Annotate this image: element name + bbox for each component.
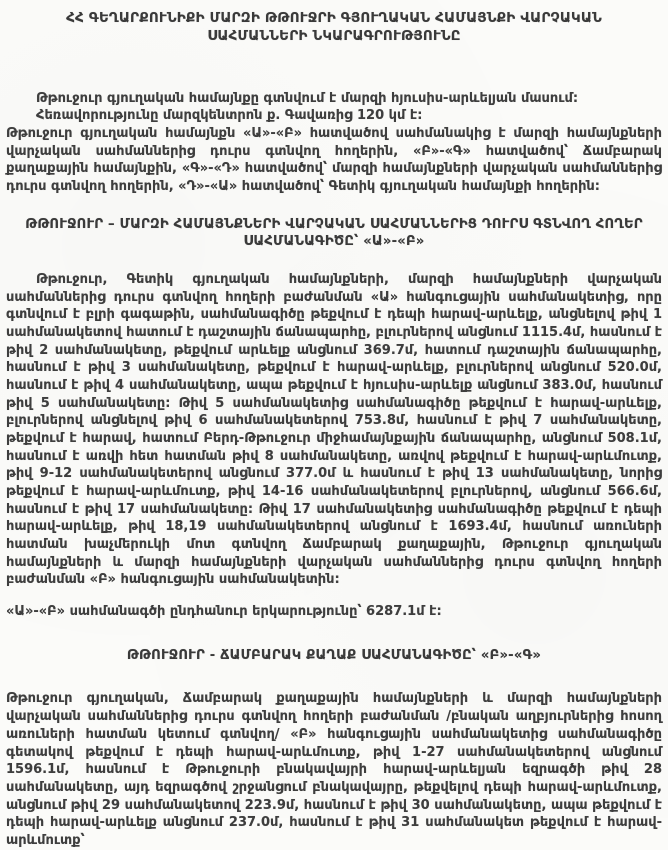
section-b-g-body: Թթուջուր գյուղական, Ճամբարակ քաղաքային համայնքների և մարզի համայնքների վարչական սահմաններից դուրս գտնվող հողերի բաժանման /բնական աղբյուրներից հոսող առուների հատման կետում գտնվող/ «Բ» հանգուցային սահմանակետից սահմանագիծը գետակով թեքվում է դեպի հարավ-արևմուտք, թիվ 1-27 սահմանակետերով անցնում 1596.1մ, հասնում է Թթուջուրի բնակավայրի հարավ-արևելյան եզրագծի թիվ 28 սահմանակետը, այդ եզրագծով շրջանցում բնակավայրը, թեքվելով դեպի հարավ-արևմուտք, անցնում թիվ 29 սահմանակետով 223.9մ, հասնում է թիվ 30 սահմանակետը, ապա թեքվում է դեպի հարավ-արևելք անցնում 237.0մ, հասնում է թիվ 31 սահմանակետ թեքվում է հարավ-արևմուտք՝	[6, 691, 662, 848]
section-gap	[6, 589, 662, 603]
section-b-g-heading: ԹԹՈՒՋՈՒՐ - ՃԱՄԲԱՐԱԿ ՔԱՂԱՔ ՍԱՀՄԱՆԱԳԻԾԸ՝ «Բ»-«Գ»	[126, 647, 542, 663]
section-gap	[6, 621, 662, 647]
section-a-b-heading-line-2: ՍԱՀՄԱՆԱԳԻԾԸ՝ «Ա»-«Բ»	[243, 234, 425, 250]
intro-distance-line: Հեռավորությունը մարզկենտրոն ք. Գավառից 120 կմ է:	[36, 108, 423, 124]
section-a-b-heading-line-1: ԹԹՈՒՋՈՒՐ – ՄԱՐԶԻ ՀԱՄԱՅՆՔՆԵՐԻ ՎԱՐՉԱԿԱՆ ՍԱՀՄԱՆՆԵՐԻՑ ԴՈՒՐՍ ԳՏՆՎՈՂ ՀՈՂԵՐ	[25, 216, 643, 232]
section-gap	[6, 664, 662, 690]
section-gap	[6, 196, 662, 216]
section-a-b-heading	[6, 216, 662, 251]
intro-location-line: Թթուջուր գյուղական համայնքը գտնվում է մարզի հյուսիս-արևելյան մասում:	[36, 90, 579, 106]
section-a-b-body: Թթուջուր, Գետիկ գյուղական համայնքների, մարզի համայնքների վարչական սահմաններից դուրս գտնվող հողերի բաժանման «Ա» հանգուցային սահմանակետից, որը գտնվում է բլրի գագաթին, սահմանագիծը թեքվում է դեպի հարավ-արևելք, անցնելով թիվ 1 սահմանակետով հատում է դաշտային ճանապարհը, բլուրներով անցնում 1115.4մ, հասնում է թիվ 2 սահմանակետը, թեքվում արևելք անցնում 369.7մ, հատում դաշտային ճանապարհը, հասնում է թիվ 3 սահմանակետը, թեքվում է հարավ-արևելք, բլուրներով անցնում 520.0մ, հասնում է թիվ 4 սահմանակետը, ապա թեքվում է հյուսիս-արևելք անցնում 383.0մ, հասնում թիվ 5 սահմանակետը: Թիվ 5 սահմանակետից սահմանագիծը թեքվում է հարավ-արևելք, բլուրներով անցնելով թիվ 6 սահմանակետերով 753.8մ, հասնում է թիվ 7 սահմանակետը, թեքվում է հարավ, հատում Բերդ-Թթուջուր միջհամայնքային ճանապարհը, անցնում 508.1մ, հասնում է առվի հետ հատման թիվ 8 սահմանակետը, առվով թեքվում է հարավ-արևմուտք, թիվ 9-12 սահմանակետերով անցնում 377.0մ և հասնում է թիվ 13 սահմանակետը, նորից թեքվում է հարավ-արևմուտք, թիվ 14-16 սահմանակետերով բլուրներով, անցնում 566.6մ, հասնում է թիվ 17 սահմանակետը: Թիվ 17 սահմանակետից սահմանագիծը թեքվում է դեպի հարավ-արևելք, թիվ 18,19 սահմանակետերով անցնում է 1693.4մ, հասնում առուների հատման խաչմերուկի մոտ գտնվող Ճամբարակ քաղաքային, Թթուջուր գյուղական համայնքների և մարզի համայնքների վարչական սահմաններից դուրս գտնվող հողերի բաժանման «Բ» հանգուցային սահմանակետին:	[6, 272, 662, 588]
section-a-b-total-length: «Ա»-«Բ» սահմանագծի ընդհանուր երկարությունը՝ 6287.1մ է:	[6, 604, 442, 620]
title-spacer	[6, 46, 662, 90]
section-gap	[6, 251, 662, 271]
document-title-line-1: ՀՀ ԳԵՂԱՐՔՈՒՆԻՔԻ ՄԱՐԶԻ ԹԹՈՒՋՐԻ ԳՅՈՒՂԱԿԱՆ ՀԱՄԱՅՆՔԻ ՎԱՐՉԱԿԱՆ	[66, 10, 602, 26]
document-title	[6, 10, 662, 46]
document-title-line-2: ՍԱՀՄԱՆՆԵՐԻ ՆԿԱՐԱԳՐՈՒԹՅՈՒՆԸ	[207, 27, 461, 44]
adjacency-paragraph: Թթուջուր գյուղական համայնքն «Ա»-«Բ» հատվածով սահմանակից է մարզի համայնքների վարչական սահմաններից դուրս գտնվող հողերին, «Բ»-«Գ» հատվածով՝ Ճամբարակ քաղաքային համայնքին, «Գ»-«Դ» հատվածով՝ մարզի համայնքների վարչական սահմաններից դուրս գտնվող հողերին, «Դ»-«Ա» հատվածով՝ Գետիկ գյուղական համայնքի հողերին:	[6, 125, 662, 194]
